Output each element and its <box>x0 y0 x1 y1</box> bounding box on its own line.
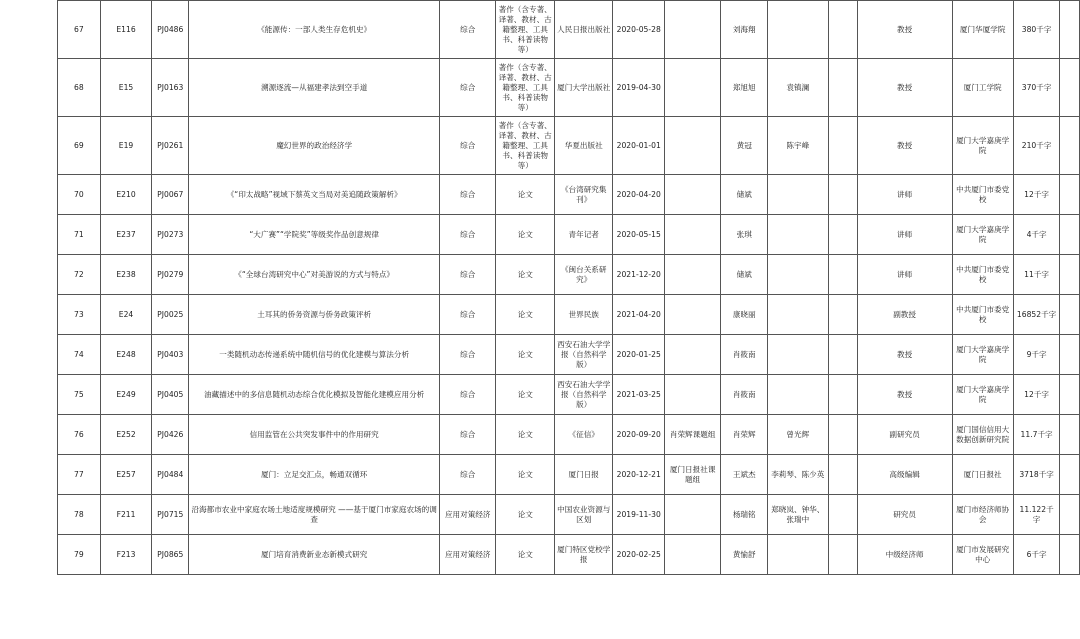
co-authors <box>768 535 828 575</box>
word-count: 11.7千字 <box>1013 415 1060 455</box>
entry-code: E249 <box>100 375 151 415</box>
word-count: 16852千字 <box>1013 295 1060 335</box>
category: 综合 <box>440 255 496 295</box>
table-row <box>58 59 1080 117</box>
affiliation: 厦门日报社 <box>952 455 1013 495</box>
category: 应用对策经济 <box>440 535 496 575</box>
word-count: 12千字 <box>1013 375 1060 415</box>
affiliation: 厦门大学嘉庚学院 <box>952 117 1013 175</box>
affiliation: 厦门工学院 <box>952 59 1013 117</box>
category: 综合 <box>440 117 496 175</box>
category: 综合 <box>440 215 496 255</box>
word-count: 4千字 <box>1013 215 1060 255</box>
entry-code: E257 <box>100 455 151 495</box>
table-row <box>58 335 1080 375</box>
research-group <box>664 175 720 215</box>
title-rank: 教授 <box>857 1 952 59</box>
affiliation: 厦门市经济师协会 <box>952 495 1013 535</box>
table-row <box>58 175 1080 215</box>
result-type: 论文 <box>496 335 555 375</box>
publisher: 青年记者 <box>554 215 613 255</box>
publisher: 《台湾研究集刊》 <box>554 175 613 215</box>
project-code: PJ0865 <box>152 535 189 575</box>
work-title: 魔幻世界的政治经济学 <box>189 117 440 175</box>
row-number: 71 <box>58 215 101 255</box>
author: 郑旭旭 <box>721 59 768 117</box>
work-title: 土耳其的侨务资源与侨务政策评析 <box>189 295 440 335</box>
project-code: PJ0067 <box>152 175 189 215</box>
co-authors <box>768 375 828 415</box>
project-code: PJ0715 <box>152 495 189 535</box>
work-title: 《“印太战略”视域下蔡英文当局对美追随政策解析》 <box>189 175 440 215</box>
blank-cell <box>828 117 857 175</box>
blank-cell <box>828 535 857 575</box>
entry-code: E15 <box>100 59 151 117</box>
table-row <box>58 1 1080 59</box>
author: 黄愉舒 <box>721 535 768 575</box>
research-group <box>664 535 720 575</box>
blank-cell <box>828 335 857 375</box>
project-code: PJ0405 <box>152 375 189 415</box>
research-group <box>664 117 720 175</box>
result-type: 论文 <box>496 215 555 255</box>
research-group <box>664 495 720 535</box>
blank-cell <box>828 415 857 455</box>
publisher: 华夏出版社 <box>554 117 613 175</box>
research-group <box>664 255 720 295</box>
work-title: 厦门：立足交汇点，畅通双循环 <box>189 455 440 495</box>
author: 肖筱南 <box>721 335 768 375</box>
co-authors: 曾光辉 <box>768 415 828 455</box>
co-authors <box>768 175 828 215</box>
table-row <box>58 415 1080 455</box>
table-row <box>58 255 1080 295</box>
research-group: 肖荣辉课题组 <box>664 415 720 455</box>
author: 康晓丽 <box>721 295 768 335</box>
word-count: 6千字 <box>1013 535 1060 575</box>
word-count: 3718千字 <box>1013 455 1060 495</box>
project-code: PJ0163 <box>152 59 189 117</box>
publish-date: 2020-05-28 <box>613 1 664 59</box>
author: 肖筱南 <box>721 375 768 415</box>
publisher: 中国农业资源与区划 <box>554 495 613 535</box>
project-code: PJ0261 <box>152 117 189 175</box>
publish-date: 2020-01-01 <box>613 117 664 175</box>
publish-date: 2020-02-25 <box>613 535 664 575</box>
affiliation: 厦门市发展研究中心 <box>952 535 1013 575</box>
blank-cell <box>828 375 857 415</box>
research-group <box>664 215 720 255</box>
title-rank: 教授 <box>857 117 952 175</box>
publisher: 厦门日报 <box>554 455 613 495</box>
co-authors <box>768 1 828 59</box>
table-row <box>58 455 1080 495</box>
publish-date: 2019-11-30 <box>613 495 664 535</box>
trailing-cell <box>1060 295 1080 335</box>
word-count: 11.122千字 <box>1013 495 1060 535</box>
result-type: 论文 <box>496 415 555 455</box>
row-number: 69 <box>58 117 101 175</box>
publish-date: 2021-12-20 <box>613 255 664 295</box>
award-list-sheet <box>57 0 1080 575</box>
entry-code: E116 <box>100 1 151 59</box>
category: 综合 <box>440 375 496 415</box>
result-type: 著作（含专著、译著、教材、古籍整理、工具书、科普读物等） <box>496 59 555 117</box>
publisher: 西安石油大学学报（自然科学版） <box>554 375 613 415</box>
category: 综合 <box>440 335 496 375</box>
table-row <box>58 117 1080 175</box>
blank-cell <box>828 455 857 495</box>
project-code: PJ0486 <box>152 1 189 59</box>
row-number: 67 <box>58 1 101 59</box>
affiliation: 厦门华厦学院 <box>952 1 1013 59</box>
row-number: 70 <box>58 175 101 215</box>
entry-code: E248 <box>100 335 151 375</box>
work-title: 《“全球台湾研究中心”对美游说的方式与特点》 <box>189 255 440 295</box>
author: 储斌 <box>721 255 768 295</box>
trailing-cell <box>1060 59 1080 117</box>
word-count: 9千字 <box>1013 335 1060 375</box>
word-count: 11千字 <box>1013 255 1060 295</box>
author: 黄冠 <box>721 117 768 175</box>
publish-date: 2020-04-20 <box>613 175 664 215</box>
title-rank: 教授 <box>857 375 952 415</box>
category: 综合 <box>440 295 496 335</box>
table-row <box>58 215 1080 255</box>
publisher: 厦门特区党校学报 <box>554 535 613 575</box>
trailing-cell <box>1060 255 1080 295</box>
research-group <box>664 1 720 59</box>
author: 张琪 <box>721 215 768 255</box>
result-type: 论文 <box>496 255 555 295</box>
word-count: 370千字 <box>1013 59 1060 117</box>
trailing-cell <box>1060 455 1080 495</box>
author: 刘海翔 <box>721 1 768 59</box>
affiliation: 厦门国信信用大数据创新研究院 <box>952 415 1013 455</box>
trailing-cell <box>1060 117 1080 175</box>
author: 王斌杰 <box>721 455 768 495</box>
publisher: 《征信》 <box>554 415 613 455</box>
work-title: 一类随机动态传递系统中随机信号的优化建模与算法分析 <box>189 335 440 375</box>
category: 综合 <box>440 59 496 117</box>
work-title: 油藏描述中的多信息随机动态综合优化模拟及智能化建模应用分析 <box>189 375 440 415</box>
author: 杨瑞铭 <box>721 495 768 535</box>
project-code: PJ0273 <box>152 215 189 255</box>
category: 综合 <box>440 175 496 215</box>
trailing-cell <box>1060 1 1080 59</box>
category: 综合 <box>440 1 496 59</box>
entry-code: E252 <box>100 415 151 455</box>
result-type: 论文 <box>496 175 555 215</box>
blank-cell <box>828 175 857 215</box>
row-number: 68 <box>58 59 101 117</box>
publish-date: 2020-12-21 <box>613 455 664 495</box>
affiliation: 厦门大学嘉庚学院 <box>952 335 1013 375</box>
row-number: 76 <box>58 415 101 455</box>
title-rank: 研究员 <box>857 495 952 535</box>
result-type: 论文 <box>496 375 555 415</box>
co-authors: 李莉琴、陈少英 <box>768 455 828 495</box>
result-type: 论文 <box>496 495 555 535</box>
word-count: 12千字 <box>1013 175 1060 215</box>
affiliation: 中共厦门市委党校 <box>952 295 1013 335</box>
trailing-cell <box>1060 495 1080 535</box>
co-authors: 袁镇澜 <box>768 59 828 117</box>
work-title: 沿海都市农业中家庭农场土地适度规模研究 ——基于厦门市家庭农场的调查 <box>189 495 440 535</box>
research-group <box>664 335 720 375</box>
row-number: 75 <box>58 375 101 415</box>
entry-code: F213 <box>100 535 151 575</box>
blank-cell <box>828 59 857 117</box>
project-code: PJ0484 <box>152 455 189 495</box>
project-code: PJ0025 <box>152 295 189 335</box>
publish-date: 2021-04-20 <box>613 295 664 335</box>
co-authors: 郑晓岚、钟华、张瑞中 <box>768 495 828 535</box>
word-count: 380千字 <box>1013 1 1060 59</box>
word-count: 210千字 <box>1013 117 1060 175</box>
affiliation: 中共厦门市委党校 <box>952 255 1013 295</box>
author: 肖荣辉 <box>721 415 768 455</box>
publisher: 厦门大学出版社 <box>554 59 613 117</box>
co-authors <box>768 215 828 255</box>
research-group <box>664 59 720 117</box>
blank-cell <box>828 215 857 255</box>
entry-code: E210 <box>100 175 151 215</box>
entry-code: E238 <box>100 255 151 295</box>
row-number: 72 <box>58 255 101 295</box>
co-authors <box>768 335 828 375</box>
row-number: 79 <box>58 535 101 575</box>
trailing-cell <box>1060 335 1080 375</box>
trailing-cell <box>1060 375 1080 415</box>
category: 综合 <box>440 415 496 455</box>
research-group: 厦门日报社课题组 <box>664 455 720 495</box>
title-rank: 教授 <box>857 59 952 117</box>
table-row <box>58 495 1080 535</box>
project-code: PJ0403 <box>152 335 189 375</box>
research-group <box>664 295 720 335</box>
trailing-cell <box>1060 215 1080 255</box>
result-type: 论文 <box>496 455 555 495</box>
category: 综合 <box>440 455 496 495</box>
affiliation: 厦门大学嘉庚学院 <box>952 215 1013 255</box>
blank-cell <box>828 1 857 59</box>
trailing-cell <box>1060 535 1080 575</box>
row-number: 74 <box>58 335 101 375</box>
publish-date: 2020-01-25 <box>613 335 664 375</box>
blank-cell <box>828 255 857 295</box>
table-row <box>58 535 1080 575</box>
work-title: “大广赛”“学院奖”等级奖作品创意规律 <box>189 215 440 255</box>
publisher: 《闽台关系研究》 <box>554 255 613 295</box>
publish-date: 2020-05-15 <box>613 215 664 255</box>
publisher: 人民日报出版社 <box>554 1 613 59</box>
row-number: 78 <box>58 495 101 535</box>
title-rank: 讲师 <box>857 255 952 295</box>
title-rank: 高级编辑 <box>857 455 952 495</box>
publish-date: 2020-09-20 <box>613 415 664 455</box>
title-rank: 讲师 <box>857 175 952 215</box>
affiliation: 厦门大学嘉庚学院 <box>952 375 1013 415</box>
table-row <box>58 375 1080 415</box>
result-type: 论文 <box>496 535 555 575</box>
title-rank: 中级经济师 <box>857 535 952 575</box>
author: 储斌 <box>721 175 768 215</box>
title-rank: 副研究员 <box>857 415 952 455</box>
row-number: 73 <box>58 295 101 335</box>
result-type: 论文 <box>496 295 555 335</box>
co-authors <box>768 255 828 295</box>
title-rank: 讲师 <box>857 215 952 255</box>
publish-date: 2019-04-30 <box>613 59 664 117</box>
work-title: 信用监管在公共突发事件中的作用研究 <box>189 415 440 455</box>
title-rank: 副教授 <box>857 295 952 335</box>
award-table <box>57 0 1080 575</box>
work-title: 溯源逐流—从福建孝法到空手道 <box>189 59 440 117</box>
trailing-cell <box>1060 175 1080 215</box>
blank-cell <box>828 295 857 335</box>
entry-code: F211 <box>100 495 151 535</box>
table-row <box>58 295 1080 335</box>
publisher: 世界民族 <box>554 295 613 335</box>
result-type: 著作（含专著、译著、教材、古籍整理、工具书、科普读物等） <box>496 1 555 59</box>
trailing-cell <box>1060 415 1080 455</box>
result-type: 著作（含专著、译著、教材、古籍整理、工具书、科普读物等） <box>496 117 555 175</box>
work-title: 厦门培育消费新业态新模式研究 <box>189 535 440 575</box>
entry-code: E237 <box>100 215 151 255</box>
title-rank: 教授 <box>857 335 952 375</box>
co-authors: 陈宇峰 <box>768 117 828 175</box>
entry-code: E19 <box>100 117 151 175</box>
entry-code: E24 <box>100 295 151 335</box>
research-group <box>664 375 720 415</box>
publish-date: 2021-03-25 <box>613 375 664 415</box>
blank-cell <box>828 495 857 535</box>
affiliation: 中共厦门市委党校 <box>952 175 1013 215</box>
category: 应用对策经济 <box>440 495 496 535</box>
project-code: PJ0426 <box>152 415 189 455</box>
project-code: PJ0279 <box>152 255 189 295</box>
row-number: 77 <box>58 455 101 495</box>
work-title: 《能源传：一部人类生存危机史》 <box>189 1 440 59</box>
publisher: 西安石油大学学报（自然科学版） <box>554 335 613 375</box>
co-authors <box>768 295 828 335</box>
